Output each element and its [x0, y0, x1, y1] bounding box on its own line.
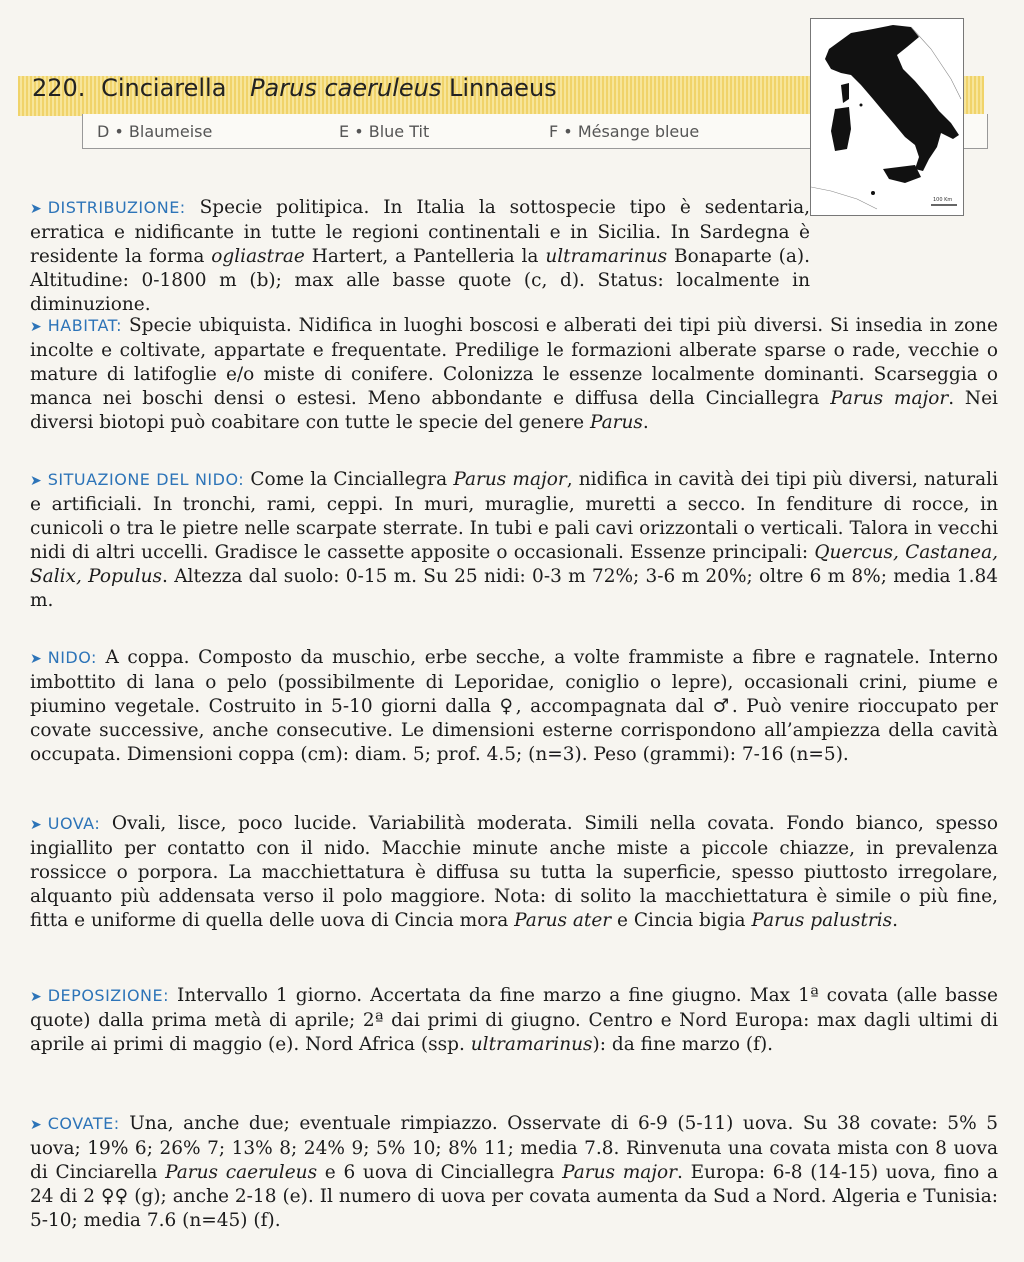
- sardinia-island: [831, 107, 851, 151]
- section-arrow-icon: ➤: [30, 817, 42, 833]
- distribution-map: [810, 18, 964, 216]
- section-text: Specie ubiquista. Nidifica in luoghi boscosi e alberati dei tipi più diversi. Si insedia in zone incolte e coltivate, appartate e frequentate. Predilige le formazioni alberate sparse o rade, vecchie o mature di latifoglie e/o miste di conifere. Colonizza le essenze localmente dominanti. Scarseggia o manca nei boschi densi o estesi. Meno abbondante e diffusa della Cinciallegra: [30, 315, 998, 409]
- section-heading: SITUAZIONE DEL NIDO:: [47, 470, 245, 489]
- section-heading: UOVA:: [47, 814, 101, 833]
- italic-term: Parus ater: [514, 910, 612, 931]
- italic-term: ultramarinus: [470, 1034, 593, 1055]
- section-text: e Cincia bigia: [611, 910, 752, 931]
- scientific-name: Parus caeruleus: [250, 74, 442, 102]
- section-arrow-icon: ➤: [30, 651, 42, 667]
- corsica-island: [841, 83, 849, 103]
- small-island-dot: [860, 104, 863, 107]
- section-text: Intervallo 1 giorno. Accertata da fine marzo a fine giugno. Max 1ª covata (alle basse quote) dalla prima metà di aprile; 2ª dai primi di giugno. Centro e Nord Europa: max dagli ultimi di aprile ai primi di maggio (e). Nord Africa (ssp.: [30, 985, 998, 1055]
- section-arrow-icon: ➤: [30, 989, 42, 1005]
- section-text: e 6 uova di Cinciallegra: [317, 1162, 563, 1183]
- section-text: Ovali, lisce, poco lucide. Variabilità moderata. Simili nella covata. Fondo bianco, spesso ingiallito per contatto con il nido. Macchie minute anche miste a piccole chiazze, in prevalenza rossicce o porpora. La macchiettatura è diffusa su tutta la superficie, spesso piuttosto irregolare, alquanto più addensata verso il polo maggiore. Nota: di solito la macchiettatura è simile o più fine, fitta e uniforme di quella delle uova di Cincia mora: [30, 813, 998, 931]
- section-situazione-del-nido: [30, 468, 998, 613]
- section-text: Specie politipica. In Italia la sottospecie tipo è sedentaria, erratica e nidificante in tutte le regioni continentali e in Sicilia. In Sardegna è residente la forma: [30, 197, 810, 267]
- english-name: E • Blue Tit: [339, 122, 430, 141]
- small-island-dot: [871, 191, 875, 195]
- section-heading: DISTRIBUZIONE:: [47, 198, 186, 217]
- section-text: . Altezza dal suolo: 0-15 m. Su 25 nidi: 0-3 m 72%; 3-6 m 20%; oltre 6 m 8%; media 1.84 m.: [30, 566, 998, 611]
- french-name: F • Mésange bleue: [549, 122, 700, 141]
- german-name: D • Blaumeise: [97, 122, 213, 141]
- italic-term: Parus palustris: [751, 910, 893, 931]
- author-name: Linnaeus: [449, 74, 557, 102]
- italic-term: Parus: [590, 412, 643, 433]
- section-text: . Europa: 6-8 (14-15) uova, fino a 24 di 2 ♀♀ (g); anche 2-18 (e). Il numero di uova per covata aumenta da Sud a Nord. Algeria e Tunisia: 5-10; media 7.6 (n=45) (f).: [30, 1162, 998, 1231]
- section-heading: DEPOSIZIONE:: [47, 986, 170, 1005]
- italic-term: ogliastrae: [211, 246, 305, 267]
- section-text: Come la Cinciallegra: [250, 469, 454, 490]
- section-heading: COVATE:: [47, 1114, 120, 1133]
- italic-term: Parus major: [830, 388, 949, 409]
- section-arrow-icon: ➤: [30, 319, 42, 335]
- section-text: .: [642, 412, 649, 433]
- section-deposizione: [30, 984, 998, 1057]
- section-uova: [30, 812, 998, 933]
- section-text: , nidifica in cavità dei tipi più diversi, naturali e artificiali. In tronchi, rami, ceppi. In muri, muraglie, muretti a secco. In fenditure di rocce, in cunicoli o tra le pietre nelle scarpate sterrate. In tubi e pali cavi orizzontali o verticali. Talora in vecchi nidi di altri uccelli. Gradisce le cassette apposite o occasionali. Essenze principali:: [30, 469, 998, 563]
- section-arrow-icon: ➤: [30, 201, 42, 217]
- section-text: Hartert, a Pantelleria la: [304, 246, 546, 267]
- section-arrow-icon: ➤: [30, 1117, 42, 1133]
- section-heading: HABITAT:: [47, 316, 123, 335]
- species-title: [32, 74, 557, 102]
- italic-term: Parus caeruleus: [165, 1162, 318, 1183]
- section-text: . Nei diversi biotopi può coabitare con tutte le specie del genere: [30, 388, 998, 433]
- species-number: 220.: [32, 74, 86, 102]
- section-text: A coppa. Composto da muschio, erbe secche, a volte frammiste a fibre e ragnatele. Interno imbottito di lana o pelo (possibilmente di Leporidae, coniglio o lepre), occasionali crini, piume e piumino vegetale. Costruito in 5-10 giorni dalla ♀, accompagnata dal ♂. Può venire rioccupato per covate successive, anche consecutive. Le dimensioni esterne corrispondono all’ampiezza della cavità occupata. Dimensioni coppa (cm): diam. 5; prof. 4.5; (n=3). Peso (grammi): 7-16 (n=5).: [30, 647, 998, 765]
- section-habitat: [30, 314, 998, 435]
- section-distribuzione: [30, 196, 810, 317]
- italic-term: ultramarinus: [545, 246, 668, 267]
- italic-term: Quercus, Castanea, Salix, Populus: [30, 542, 998, 587]
- section-nido: [30, 646, 998, 767]
- common-name: Cinciarella: [101, 74, 227, 102]
- section-text: ): da fine marzo (f).: [592, 1034, 774, 1055]
- italic-term: Parus major: [453, 469, 567, 490]
- italy-map-graphic: [811, 19, 963, 215]
- sicily-island: [883, 165, 921, 183]
- section-text: .: [892, 910, 899, 931]
- italic-term: Parus major: [562, 1162, 677, 1183]
- section-text: Bonaparte (a). Altitudine: 0-1800 m (b); max alle basse quote (c, d). Status: localmente in diminuzione.: [30, 246, 810, 315]
- section-covate: [30, 1112, 998, 1233]
- section-text: Una, anche due; eventuale rimpiazzo. Osservate di 6-9 (5-11) uova. Su 38 covate: 5% 5 uova; 19% 6; 26% 7; 13% 8; 24% 9; 5% 10; 8% 11; media 7.8. Rinvenuta una covata mista con 8 uova di Cinciarella: [30, 1113, 998, 1183]
- section-arrow-icon: ➤: [30, 473, 42, 489]
- section-heading: NIDO:: [47, 648, 97, 667]
- scale-label: 100 Km: [933, 197, 953, 203]
